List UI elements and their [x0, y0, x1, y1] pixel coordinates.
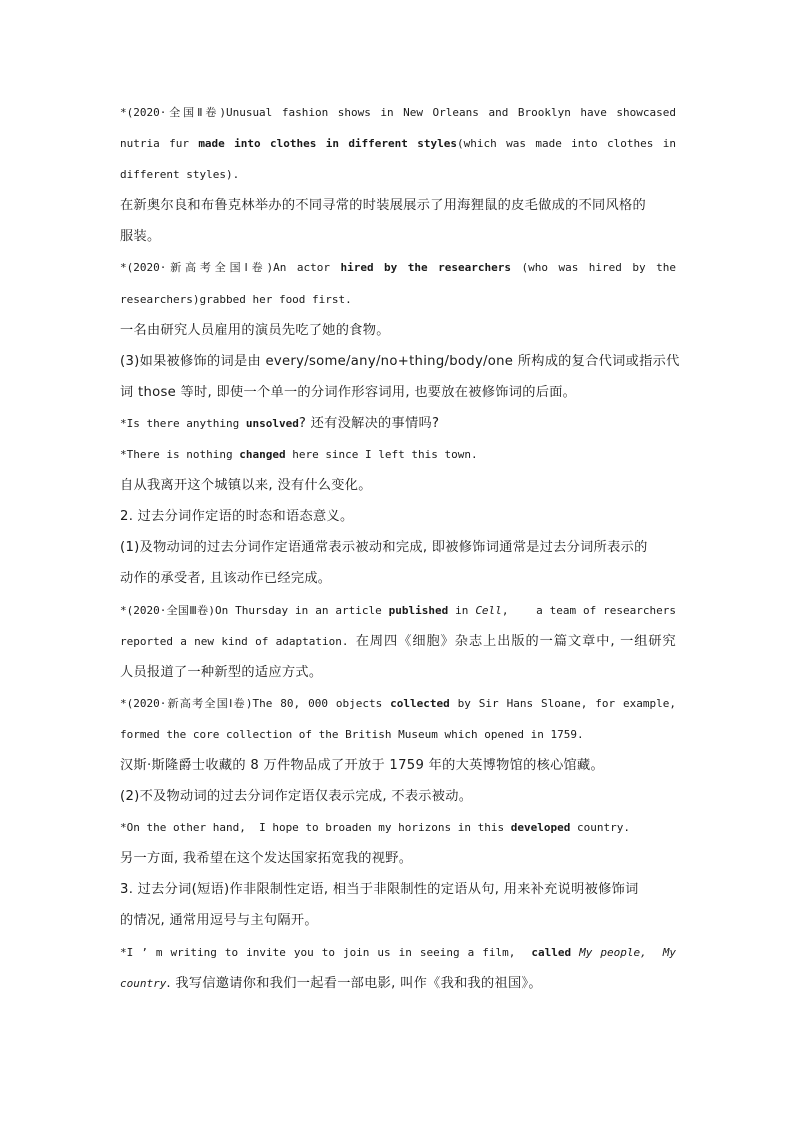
example-text: *(2020·全国Ⅱ卷)Unusual fashion shows in New Orleans and Brooklyn have showcased: [120, 106, 676, 119]
rule-line: [120, 346, 680, 377]
translation-text: ? 还有没解决的事情吗?: [298, 415, 440, 431]
translation-line: [120, 190, 676, 221]
example-text: researchers)grabbed her food first.: [120, 292, 352, 306]
rule-text: 词 those 等时, 即使一个单一的分词作形容词用, 也要放在被修饰词的后面。: [120, 384, 577, 400]
example-text: *(2020·全国Ⅲ卷)On Thursday in an article: [120, 603, 389, 617]
example-line: [120, 439, 676, 470]
example-text: *(2020·新高考全国Ⅰ卷)The 80, 000 objects: [120, 696, 391, 710]
example-line: [120, 719, 676, 750]
translation-text: 在周四《细胞》杂志上出版的一篇文章中, 一组研究: [355, 633, 676, 649]
example-text: here since I left this town.: [285, 448, 478, 462]
example-line: [120, 97, 676, 128]
example-text: *I ’ m writing to invite you to join us in seeing a film,: [120, 945, 532, 959]
translation-text: . 我写信邀请你和我们一起看一部电影, 叫作《我和我的祖国》。: [166, 975, 542, 991]
example-text: formed the core collection of the British Museum which opened in 1759.: [120, 727, 584, 741]
highlighted-phrase: called: [531, 945, 572, 959]
rule-line: [120, 532, 676, 563]
example-text: *Is there anything: [120, 416, 246, 430]
example-line: [120, 252, 676, 283]
highlighted-phrase: developed: [510, 821, 571, 835]
example-line: [120, 408, 676, 439]
translation-text: 在新奥尔良和布鲁克林举办的不同寻常的时装展展示了用海狸鼠的皮毛做成的不同风格的: [120, 198, 647, 214]
highlighted-phrase: collected: [390, 696, 450, 710]
translation-text: 人员报道了一种新型的适应方式。: [120, 664, 323, 680]
translation-text: 自从我离开这个城镇以来, 没有什么变化。: [120, 478, 372, 494]
translation-line: [120, 315, 676, 346]
translation-line: [120, 470, 676, 501]
rule-text: (2)不及物动词的过去分词作定语仅表示完成, 不表示被动。: [120, 789, 473, 805]
section-heading: [120, 501, 676, 532]
example-line: [120, 159, 676, 190]
example-line: [120, 688, 676, 719]
heading-text: 3. 过去分词(短语)作非限制性定语, 相当于非限制性的定语从句, 用来补充说明被修饰词: [120, 882, 639, 898]
rule-text: (3)如果被修饰的词是由 every/some/any/no+thing/body/one 所构成的复合代词或指示代: [120, 353, 680, 369]
translation-text: 汉斯·斯隆爵士收藏的 8 万件物品成了开放于 1759 年的大英博物馆的核心馆藏。: [120, 757, 605, 773]
example-text: by Sir Hans Sloane, for example,: [449, 696, 676, 710]
example-text: *On the other hand, I hope to broaden my horizons in this: [120, 821, 511, 835]
example-line: [120, 937, 676, 968]
rule-text: 的情况, 通常用逗号与主句隔开。: [120, 913, 318, 929]
example-line: [120, 128, 676, 159]
translation-line: [120, 221, 676, 252]
translation-text: 服装。: [120, 229, 161, 245]
rule-line: [120, 781, 676, 812]
document-page: [120, 97, 680, 999]
example-text: in: [448, 603, 476, 617]
translation-line: [120, 750, 676, 781]
translation-line: [120, 657, 676, 688]
example-text: nutria fur: [120, 137, 199, 151]
translation-text: 一名由研究人员雇用的演员先吃了她的食物。: [120, 322, 390, 338]
highlighted-phrase: unsolved: [245, 416, 299, 430]
film-title: country: [120, 976, 167, 990]
example-line: [120, 284, 676, 315]
journal-title: Cell: [475, 603, 502, 617]
example-text: , a team of researchers: [501, 603, 677, 617]
highlighted-phrase: changed: [239, 448, 286, 462]
section-heading: [120, 874, 676, 905]
translation-line: [120, 843, 676, 874]
example-text: *There is nothing: [120, 448, 240, 462]
rule-line: [120, 563, 676, 594]
example-text: [571, 946, 579, 959]
example-text: *(2020·新高考全国Ⅰ卷)An actor: [120, 261, 341, 275]
rule-line: [120, 377, 676, 408]
rule-text: 动作的承受者, 且该动作已经完成。: [120, 571, 332, 587]
highlighted-phrase: made into clothes in different styles: [198, 137, 458, 151]
example-text: (which was made into clothes in: [457, 137, 676, 151]
example-text: (who was hired by the: [510, 261, 676, 275]
example-line: [120, 626, 676, 657]
film-title: My people, My: [579, 945, 677, 959]
rule-text: (1)及物动词的过去分词作定语通常表示被动和完成, 即被修饰词通常是过去分词所表示的: [120, 540, 648, 556]
highlighted-phrase: published: [388, 603, 449, 617]
highlighted-phrase: hired by the researchers: [340, 261, 511, 275]
example-text: country.: [570, 821, 630, 835]
example-line: [120, 812, 676, 843]
example-line: [120, 595, 676, 626]
heading-text: 2. 过去分词作定语的时态和语态意义。: [120, 509, 354, 525]
example-text: reported a new kind of adaptation.: [120, 634, 356, 648]
rule-line: [120, 905, 676, 936]
translation-text: 另一方面, 我希望在这个发达国家拓宽我的视野。: [120, 851, 413, 867]
example-line: [120, 968, 676, 999]
example-text: different styles).: [120, 168, 240, 182]
